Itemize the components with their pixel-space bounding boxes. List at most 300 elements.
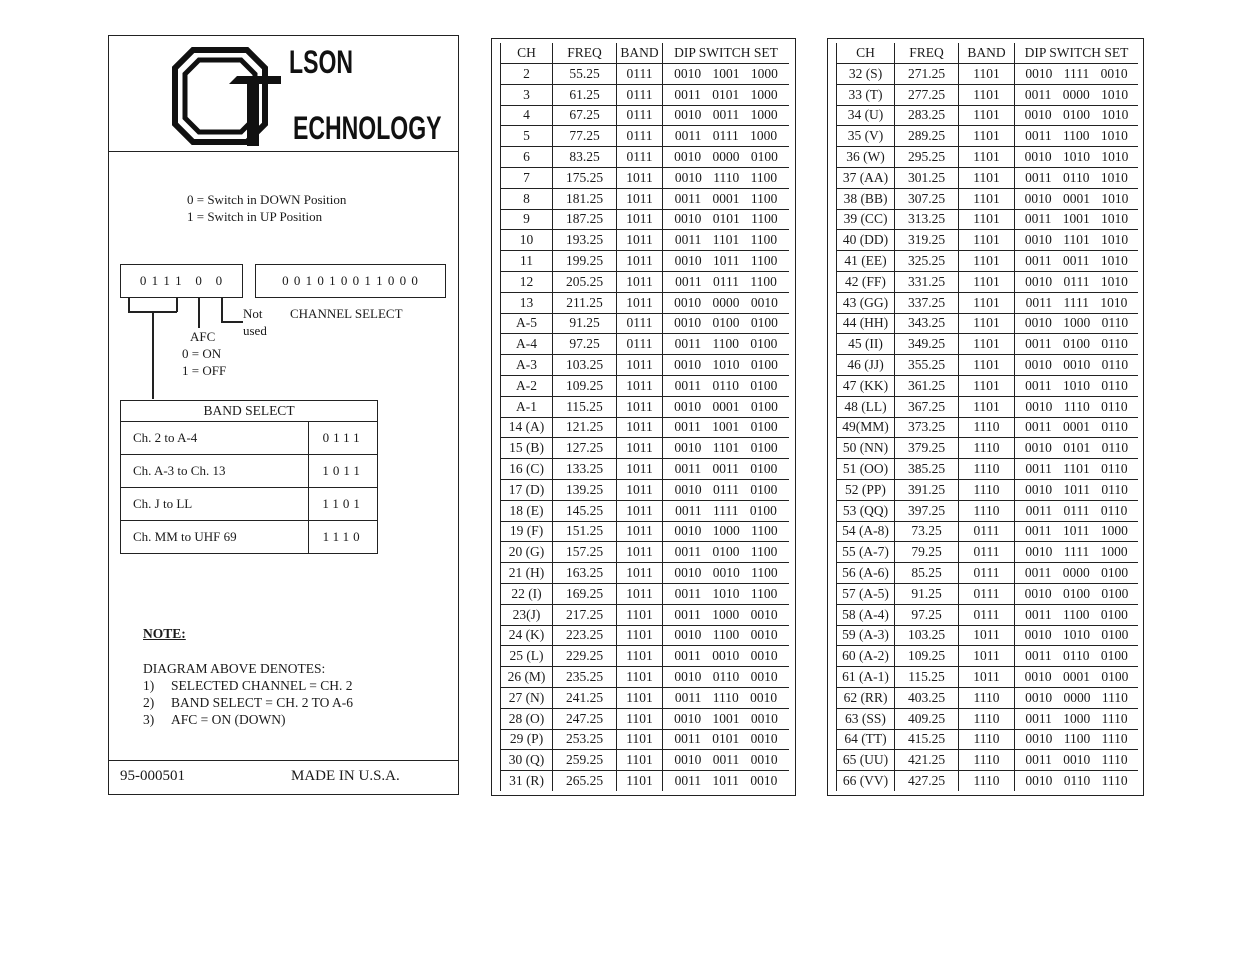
cell-frequency: 295.25 [895, 147, 959, 168]
cell-dip-switch: 0011 0011 1010 [1015, 251, 1139, 272]
table-row [501, 375, 790, 396]
cell-dip-switch: 0010 1000 1100 [663, 521, 790, 542]
cell-channel: 58 (A-4) [837, 604, 895, 625]
cell-dip-switch: 0010 0000 0010 [663, 292, 790, 313]
cell-channel: 42 (FF) [837, 271, 895, 292]
cell-channel: 34 (U) [837, 105, 895, 126]
cell-channel: 17 (D) [501, 479, 553, 500]
channel-table [500, 43, 789, 791]
table-row [837, 271, 1139, 292]
note-intro: DIAGRAM ABOVE DENOTES: [143, 661, 326, 676]
table-row [501, 667, 790, 688]
cell-frequency: 211.25 [553, 292, 617, 313]
table-row [501, 687, 790, 708]
band-range: Ch. 2 to A-4 [121, 422, 309, 455]
cell-band: 0111 [959, 604, 1015, 625]
channel-table-a [491, 38, 796, 796]
legend-down: 0 = Switch in DOWN Position [187, 192, 347, 207]
cell-dip-switch: 0010 1010 0100 [663, 355, 790, 376]
table-row [501, 167, 790, 188]
cell-channel: 47 (KK) [837, 375, 895, 396]
cell-channel: 24 (K) [501, 625, 553, 646]
table-row [837, 167, 1139, 188]
cell-dip-switch: 0010 0110 0010 [663, 667, 790, 688]
cell-channel: 3 [501, 84, 553, 105]
made-in-usa: MADE IN U.S.A. [291, 768, 400, 784]
cell-band: 0111 [617, 105, 663, 126]
cell-channel: 50 (NN) [837, 438, 895, 459]
cell-dip-switch: 0011 0111 1100 [663, 271, 790, 292]
cell-channel: 45 (II) [837, 334, 895, 355]
cell-channel: 52 (PP) [837, 479, 895, 500]
cell-frequency: 91.25 [553, 313, 617, 334]
table-row [501, 479, 790, 500]
table-row [837, 334, 1139, 355]
cell-dip-switch: 0010 0001 0100 [1015, 667, 1139, 688]
cell-band: 1011 [617, 459, 663, 480]
cell-channel: 43 (GG) [837, 292, 895, 313]
cell-frequency: 103.25 [895, 625, 959, 646]
cell-band: 1011 [617, 438, 663, 459]
cell-dip-switch: 0010 1101 1010 [1015, 230, 1139, 251]
header-band: BAND [617, 43, 663, 64]
table-row [501, 84, 790, 105]
table-row [837, 604, 1139, 625]
cell-frequency: 427.25 [895, 771, 959, 791]
cell-channel: 27 (N) [501, 687, 553, 708]
table-row [837, 251, 1139, 272]
cell-channel: 51 (OO) [837, 459, 895, 480]
table-row [837, 542, 1139, 563]
table-row [501, 459, 790, 480]
table-row [837, 646, 1139, 667]
cell-frequency: 199.25 [553, 251, 617, 272]
cell-band: 1011 [617, 583, 663, 604]
cell-channel: 63 (SS) [837, 708, 895, 729]
cell-band: 1101 [617, 667, 663, 688]
cell-band: 1011 [617, 188, 663, 209]
logo-area [109, 36, 458, 152]
table-row [837, 708, 1139, 729]
table-row [837, 188, 1139, 209]
cell-band: 1110 [959, 479, 1015, 500]
cell-frequency: 289.25 [895, 126, 959, 147]
channel-bits-box: 0 0 1 0 1 0 0 1 1 0 0 0 [255, 264, 446, 298]
table-row [837, 105, 1139, 126]
cell-band: 1110 [959, 708, 1015, 729]
cell-band: 1101 [617, 750, 663, 771]
cell-frequency: 133.25 [553, 459, 617, 480]
cell-channel: A-2 [501, 375, 553, 396]
cell-band: 1011 [617, 167, 663, 188]
cell-frequency: 301.25 [895, 167, 959, 188]
cell-channel: 46 (JJ) [837, 355, 895, 376]
cell-channel: 25 (L) [501, 646, 553, 667]
cell-dip-switch: 0011 1010 0110 [1015, 375, 1139, 396]
cell-band: 1110 [959, 771, 1015, 791]
table-row [501, 64, 790, 85]
cell-channel: 39 (CC) [837, 209, 895, 230]
cell-frequency: 103.25 [553, 355, 617, 376]
cell-band: 0111 [959, 563, 1015, 584]
cell-dip-switch: 0010 1100 1110 [1015, 729, 1139, 750]
afc-label: AFC [190, 329, 216, 344]
note-text: SELECTED CHANNEL = CH. 2 [171, 678, 353, 693]
cell-frequency: 361.25 [895, 375, 959, 396]
table-row [837, 64, 1139, 85]
cell-frequency: 193.25 [553, 230, 617, 251]
cell-dip-switch: 0011 1001 0100 [663, 417, 790, 438]
cell-dip-switch: 0011 0101 1000 [663, 84, 790, 105]
note-item [143, 677, 353, 694]
cell-band: 1011 [617, 479, 663, 500]
cell-dip-switch: 0011 1011 1000 [1015, 521, 1139, 542]
table-row [501, 417, 790, 438]
logo-word-echnology: ECHNOLOGY [293, 110, 442, 146]
table-row [501, 292, 790, 313]
cell-dip-switch: 0010 0011 1000 [663, 105, 790, 126]
table-row [501, 355, 790, 376]
cell-dip-switch: 0010 1010 1010 [1015, 147, 1139, 168]
cell-frequency: 181.25 [553, 188, 617, 209]
table-row [501, 126, 790, 147]
cell-frequency: 367.25 [895, 396, 959, 417]
cell-band: 1101 [959, 84, 1015, 105]
cell-channel: 2 [501, 64, 553, 85]
cell-channel: 54 (A-8) [837, 521, 895, 542]
table-row [501, 500, 790, 521]
table-row [837, 563, 1139, 584]
cell-dip-switch: 0010 0010 0110 [1015, 355, 1139, 376]
cell-frequency: 151.25 [553, 521, 617, 542]
cell-frequency: 205.25 [553, 271, 617, 292]
cell-band: 1101 [959, 396, 1015, 417]
table-row [837, 771, 1139, 791]
cell-band: 1110 [959, 459, 1015, 480]
cell-dip-switch: 0010 1001 0010 [663, 708, 790, 729]
cell-band: 1110 [959, 729, 1015, 750]
card-footer [109, 760, 458, 795]
cell-frequency: 415.25 [895, 729, 959, 750]
table-row [501, 147, 790, 168]
cell-band: 1101 [617, 708, 663, 729]
cell-channel: A-5 [501, 313, 553, 334]
cell-frequency: 385.25 [895, 459, 959, 480]
cell-frequency: 97.25 [553, 334, 617, 355]
cell-dip-switch: 0010 1101 0100 [663, 438, 790, 459]
table-row [837, 479, 1139, 500]
table-row [501, 729, 790, 750]
cell-channel: 62 (RR) [837, 687, 895, 708]
cell-dip-switch: 0010 1000 0110 [1015, 313, 1139, 334]
cell-dip-switch: 0011 0000 1010 [1015, 84, 1139, 105]
table-row [501, 625, 790, 646]
cell-band: 1011 [617, 230, 663, 251]
cell-dip-switch: 0011 0101 0010 [663, 729, 790, 750]
cell-frequency: 283.25 [895, 105, 959, 126]
cell-channel: 38 (BB) [837, 188, 895, 209]
band-row [121, 521, 378, 554]
cell-band: 1011 [617, 375, 663, 396]
cell-band: 1011 [617, 563, 663, 584]
cell-frequency: 331.25 [895, 271, 959, 292]
note-item [143, 711, 353, 728]
table-row [501, 646, 790, 667]
cell-frequency: 259.25 [553, 750, 617, 771]
cell-band: 1101 [959, 375, 1015, 396]
cell-band: 1110 [959, 687, 1015, 708]
cell-band: 1011 [959, 625, 1015, 646]
cell-dip-switch: 0010 0000 1110 [1015, 687, 1139, 708]
cell-channel: 59 (A-3) [837, 625, 895, 646]
cell-channel: 40 (DD) [837, 230, 895, 251]
cell-dip-switch: 0011 1100 1010 [1015, 126, 1139, 147]
part-number: 95-000501 [120, 768, 185, 784]
table-row [837, 750, 1139, 771]
cell-band: 0111 [959, 521, 1015, 542]
cell-band: 1101 [959, 64, 1015, 85]
cell-band: 1011 [959, 667, 1015, 688]
cell-channel: 30 (Q) [501, 750, 553, 771]
cell-frequency: 77.25 [553, 126, 617, 147]
cell-channel: 41 (EE) [837, 251, 895, 272]
cell-channel: 18 (E) [501, 500, 553, 521]
cell-channel: A-3 [501, 355, 553, 376]
cell-frequency: 313.25 [895, 209, 959, 230]
cell-channel: 33 (T) [837, 84, 895, 105]
cell-channel: 64 (TT) [837, 729, 895, 750]
cell-band: 0111 [959, 542, 1015, 563]
band-range: Ch. MM to UHF 69 [121, 521, 309, 554]
table-row [501, 771, 790, 791]
cell-band: 1101 [617, 625, 663, 646]
cell-frequency: 187.25 [553, 209, 617, 230]
cell-band: 1011 [617, 271, 663, 292]
cell-dip-switch: 0010 0001 1010 [1015, 188, 1139, 209]
table-row [501, 438, 790, 459]
cell-dip-switch: 0010 1011 1100 [663, 251, 790, 272]
cell-channel: 31 (R) [501, 771, 553, 791]
cell-dip-switch: 0011 0111 0110 [1015, 500, 1139, 521]
cell-channel: 65 (UU) [837, 750, 895, 771]
table-row [837, 729, 1139, 750]
cell-band: 1101 [617, 771, 663, 791]
cell-dip-switch: 0010 1010 0100 [1015, 625, 1139, 646]
table-row [837, 396, 1139, 417]
note-text: BAND SELECT = CH. 2 TO A-6 [171, 695, 354, 710]
table-row [501, 271, 790, 292]
table-row [837, 126, 1139, 147]
table-row [501, 105, 790, 126]
table-row [837, 230, 1139, 251]
cell-band: 1101 [617, 604, 663, 625]
band-afc-bits-box: 0 1 1 1 0 0 [120, 264, 243, 298]
band-code: 1101 [309, 488, 378, 521]
cell-channel: 49(MM) [837, 417, 895, 438]
cell-band: 1011 [617, 292, 663, 313]
table-row [501, 604, 790, 625]
label-card [108, 35, 459, 795]
afc-off-label: 1 = OFF [182, 363, 227, 378]
cell-channel: 53 (QQ) [837, 500, 895, 521]
cell-band: 0111 [617, 334, 663, 355]
table-row [501, 708, 790, 729]
cell-band: 1101 [617, 687, 663, 708]
logo-word-lson: LSON [289, 44, 354, 80]
cell-frequency: 175.25 [553, 167, 617, 188]
legend-up: 1 = Switch in UP Position [187, 209, 323, 224]
cell-band: 1110 [959, 438, 1015, 459]
cell-frequency: 139.25 [553, 479, 617, 500]
cell-dip-switch: 0011 1000 1110 [1015, 708, 1139, 729]
cell-dip-switch: 0011 1111 1010 [1015, 292, 1139, 313]
cell-dip-switch: 0011 0110 1010 [1015, 167, 1139, 188]
cell-frequency: 337.25 [895, 292, 959, 313]
cell-band: 1101 [959, 292, 1015, 313]
cell-frequency: 55.25 [553, 64, 617, 85]
band-code: 0111 [309, 422, 378, 455]
cell-band: 1101 [959, 313, 1015, 334]
table-row [837, 459, 1139, 480]
cell-dip-switch: 0010 1111 1000 [1015, 542, 1139, 563]
cell-channel: 37 (AA) [837, 167, 895, 188]
cell-band: 0111 [617, 313, 663, 334]
band-range: Ch. A-3 to Ch. 13 [121, 455, 309, 488]
cell-frequency: 349.25 [895, 334, 959, 355]
header-dip: DIP SWITCH SET [1015, 43, 1139, 64]
cell-channel: 57 (A-5) [837, 583, 895, 604]
cell-band: 1110 [959, 750, 1015, 771]
cell-dip-switch: 0010 1110 1100 [663, 167, 790, 188]
cell-dip-switch: 0011 1100 0100 [663, 334, 790, 355]
cell-channel: 56 (A-6) [837, 563, 895, 584]
cell-channel: 20 (G) [501, 542, 553, 563]
cell-dip-switch: 0010 0101 1100 [663, 209, 790, 230]
cell-channel: 66 (VV) [837, 771, 895, 791]
cell-band: 1101 [959, 271, 1015, 292]
cell-channel: 7 [501, 167, 553, 188]
cell-channel: 29 (P) [501, 729, 553, 750]
cell-dip-switch: 0010 0100 0100 [1015, 583, 1139, 604]
table-row [501, 583, 790, 604]
cell-channel: A-4 [501, 334, 553, 355]
cell-frequency: 157.25 [553, 542, 617, 563]
cell-band: 1101 [959, 167, 1015, 188]
header-dip: DIP SWITCH SET [663, 43, 790, 64]
cell-channel: 15 (B) [501, 438, 553, 459]
cell-frequency: 373.25 [895, 417, 959, 438]
cell-dip-switch: 0010 0100 0100 [663, 313, 790, 334]
header-freq: FREQ [553, 43, 617, 64]
cell-band: 1011 [959, 646, 1015, 667]
cell-channel: 13 [501, 292, 553, 313]
cell-channel: 61 (A-1) [837, 667, 895, 688]
cell-frequency: 145.25 [553, 500, 617, 521]
cell-frequency: 127.25 [553, 438, 617, 459]
table-row [837, 667, 1139, 688]
cell-band: 1011 [617, 396, 663, 417]
cell-frequency: 241.25 [553, 687, 617, 708]
table-row [837, 147, 1139, 168]
cell-dip-switch: 0011 1110 0010 [663, 687, 790, 708]
cell-frequency: 409.25 [895, 708, 959, 729]
table-row [501, 542, 790, 563]
cell-frequency: 109.25 [553, 375, 617, 396]
table-row [837, 417, 1139, 438]
cell-dip-switch: 0011 0001 1100 [663, 188, 790, 209]
cell-dip-switch: 0011 1101 0110 [1015, 459, 1139, 480]
cell-dip-switch: 0010 0010 1100 [663, 563, 790, 584]
band-row [121, 422, 378, 455]
cell-band: 1101 [617, 646, 663, 667]
header-ch: CH [501, 43, 553, 64]
cell-band: 0111 [617, 147, 663, 168]
cell-channel: 60 (A-2) [837, 646, 895, 667]
cell-frequency: 379.25 [895, 438, 959, 459]
cell-channel: 12 [501, 271, 553, 292]
cell-dip-switch: 0011 0110 0100 [1015, 646, 1139, 667]
cell-dip-switch: 0011 1010 1100 [663, 583, 790, 604]
cell-band: 1101 [959, 147, 1015, 168]
note-num: 3) [143, 712, 155, 727]
cell-frequency: 223.25 [553, 625, 617, 646]
band-row [121, 455, 378, 488]
cell-channel: 35 (V) [837, 126, 895, 147]
cell-frequency: 307.25 [895, 188, 959, 209]
cell-dip-switch: 0010 1011 0110 [1015, 479, 1139, 500]
cell-channel: 26 (M) [501, 667, 553, 688]
cell-dip-switch: 0011 1000 0010 [663, 604, 790, 625]
cell-dip-switch: 0010 0001 0100 [663, 396, 790, 417]
channel-select-label: CHANNEL SELECT [290, 306, 403, 321]
cell-band: 0111 [617, 84, 663, 105]
table-row [501, 521, 790, 542]
cell-channel: 32 (S) [837, 64, 895, 85]
cell-channel: 6 [501, 147, 553, 168]
table-row [837, 625, 1139, 646]
cell-frequency: 83.25 [553, 147, 617, 168]
cell-frequency: 421.25 [895, 750, 959, 771]
cell-frequency: 217.25 [553, 604, 617, 625]
cell-frequency: 91.25 [895, 583, 959, 604]
cell-dip-switch: 0010 0000 0100 [663, 147, 790, 168]
header-freq: FREQ [895, 43, 959, 64]
cell-dip-switch: 0011 0000 0100 [1015, 563, 1139, 584]
cell-dip-switch: 0010 0101 0110 [1015, 438, 1139, 459]
cell-frequency: 355.25 [895, 355, 959, 376]
cell-dip-switch: 0011 0010 0010 [663, 646, 790, 667]
cell-dip-switch: 0011 1101 1100 [663, 230, 790, 251]
cell-frequency: 169.25 [553, 583, 617, 604]
band-row [121, 488, 378, 521]
cell-dip-switch: 0011 1011 0010 [663, 771, 790, 791]
cell-band: 1110 [959, 417, 1015, 438]
cell-band: 1101 [617, 729, 663, 750]
cell-band: 0111 [617, 64, 663, 85]
cell-frequency: 115.25 [895, 667, 959, 688]
cell-frequency: 253.25 [553, 729, 617, 750]
cell-channel: 22 (I) [501, 583, 553, 604]
note-section [143, 626, 353, 728]
cell-frequency: 397.25 [895, 500, 959, 521]
cell-channel: A-1 [501, 396, 553, 417]
cell-dip-switch: 0010 1001 1000 [663, 64, 790, 85]
cell-dip-switch: 0011 0111 1000 [663, 126, 790, 147]
cell-frequency: 85.25 [895, 563, 959, 584]
cell-dip-switch: 0010 1100 0010 [663, 625, 790, 646]
header-ch: CH [837, 43, 895, 64]
cell-frequency: 265.25 [553, 771, 617, 791]
